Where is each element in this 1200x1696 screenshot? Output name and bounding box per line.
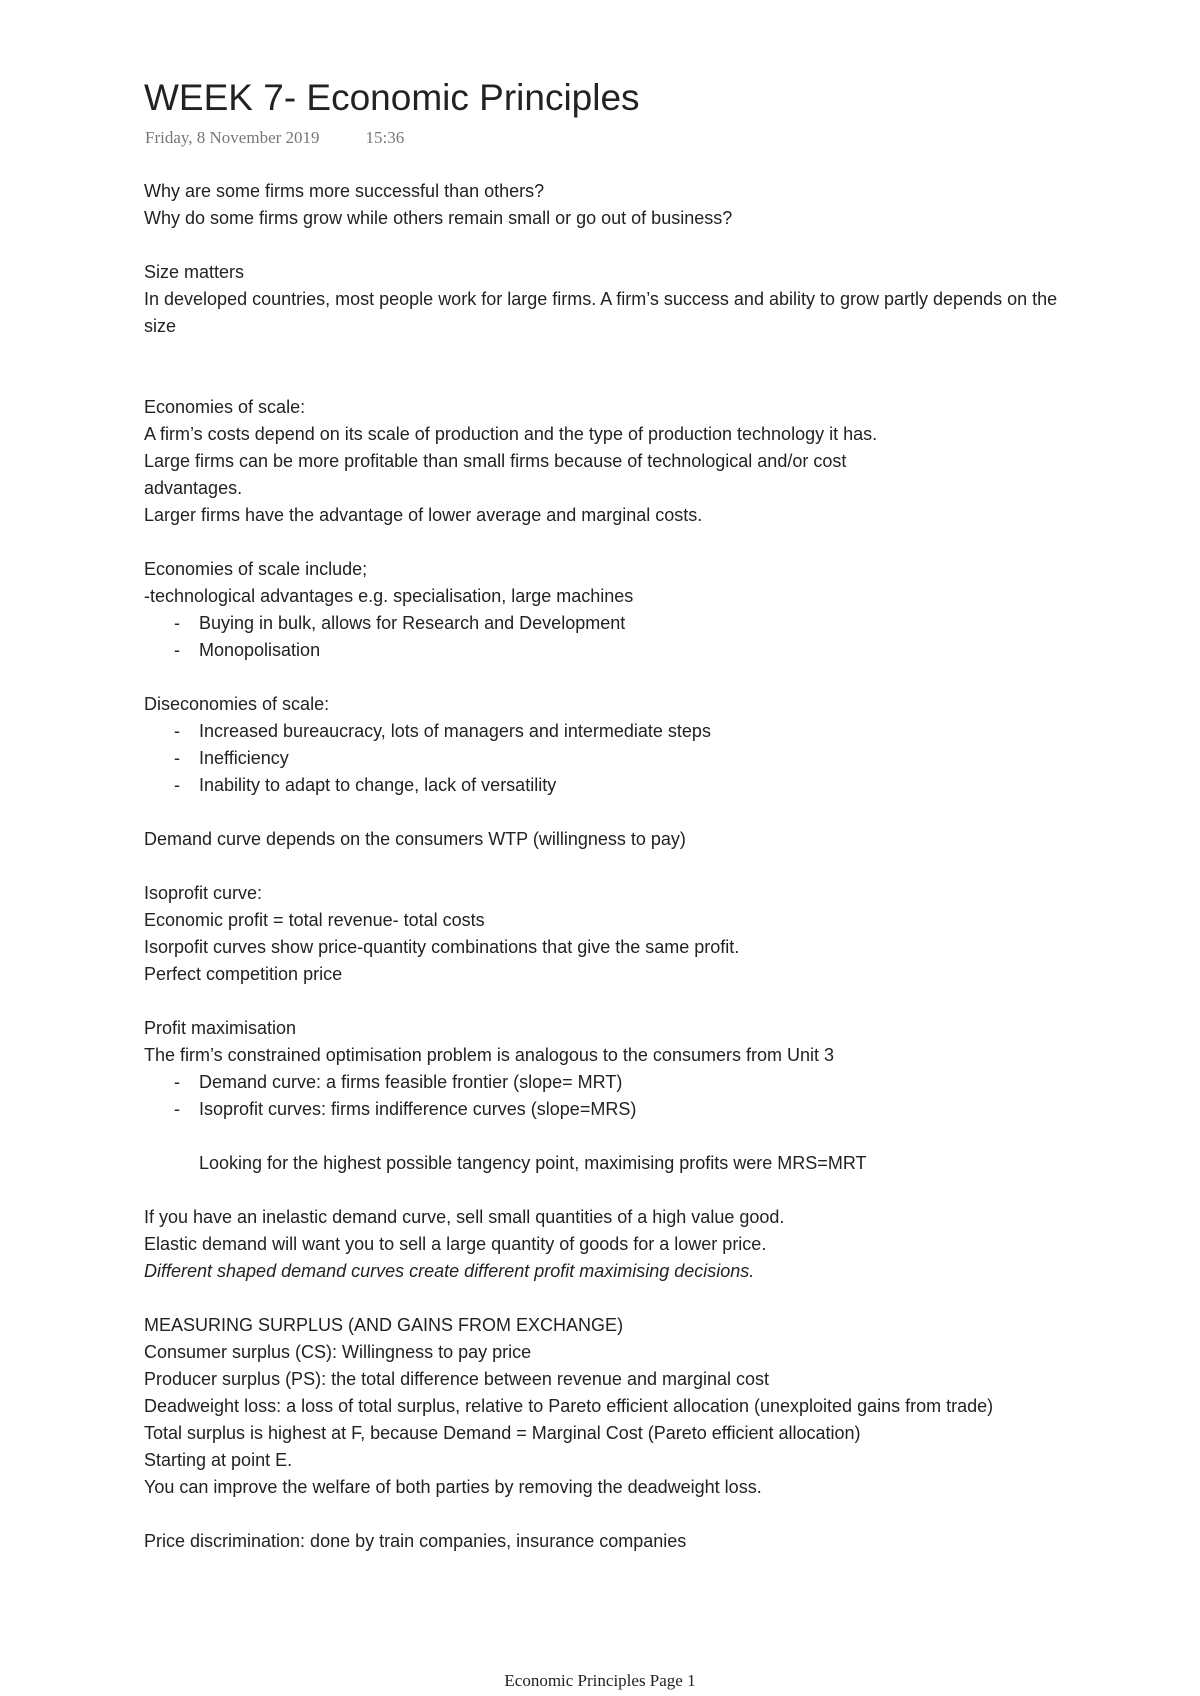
list-item: [144, 718, 1084, 745]
section-heading: Economies of scale include;: [144, 559, 368, 579]
section-heading: Diseconomies of scale:: [144, 694, 330, 714]
text-line: Price discrimination: done by train companies, insurance companies: [144, 1531, 687, 1551]
list-item: [144, 637, 1084, 664]
section-heading: Isoprofit curve:: [144, 883, 263, 903]
page-footer: Economic Principles Page 1: [504, 1671, 696, 1690]
italic-text-line: Different shaped demand curves create different profit maximising decisions.: [144, 1261, 755, 1281]
list-item-text: Inability to adapt to change, lack of versatility: [199, 775, 557, 795]
section-heading: Profit maximisation: [144, 1018, 297, 1038]
text-line: Perfect competition price: [144, 964, 343, 984]
text-line: Elastic demand will want you to sell a large quantity of goods for a lower price.: [144, 1234, 767, 1254]
text-line: Larger firms have the advantage of lower average and marginal costs.: [144, 505, 703, 525]
note-meta: [145, 128, 404, 148]
list-item-text: Monopolisation: [199, 640, 321, 660]
text-line: Producer surplus (PS): the total difference between revenue and marginal cost: [144, 1369, 770, 1389]
page-title: WEEK 7- Economic Principles: [144, 77, 640, 118]
section-heading: Economies of scale:: [144, 397, 306, 417]
list-item-text: Increased bureaucracy, lots of managers and intermediate steps: [199, 721, 711, 741]
bullet-dash: -: [174, 748, 180, 768]
text-line: If you have an inelastic demand curve, sell small quantities of a high value good.: [144, 1207, 785, 1227]
list-item: [144, 610, 1084, 637]
section-heading: Size matters: [144, 262, 245, 282]
section-heading: MEASURING SURPLUS (AND GAINS FROM EXCHANGE): [144, 1315, 624, 1335]
text-line: Demand curve depends on the consumers WTP (willingness to pay): [144, 829, 686, 849]
list-item: [144, 1096, 1084, 1123]
text-line: Why do some firms grow while others remain small or go out of business?: [144, 208, 733, 228]
list-item-text: Buying in bulk, allows for Research and Development: [199, 613, 626, 633]
text-line: Consumer surplus (CS): Willingness to pay price: [144, 1342, 532, 1362]
text-line: You can improve the welfare of both parties by removing the deadweight loss.: [144, 1477, 762, 1497]
note-time: 15:36: [365, 128, 405, 147]
note-body: [144, 178, 1084, 1555]
list-item: [144, 772, 1084, 799]
text-line: Deadweight loss: a loss of total surplus, relative to Pareto efficient allocation (unexploited gains from trade): [144, 1396, 994, 1416]
text-line: Starting at point E.: [144, 1450, 293, 1470]
text-line: The firm’s constrained optimisation problem is analogous to the consumers from Unit 3: [144, 1045, 834, 1065]
text-line: Large firms can be more profitable than small firms because of technological and/or cost advantages.: [144, 451, 847, 498]
list-item-text: Demand curve: a firms feasible frontier (slope= MRT): [199, 1072, 623, 1092]
text-line: A firm’s costs depend on its scale of production and the type of production technology it has.: [144, 424, 878, 444]
bullet-dash: -: [174, 1099, 180, 1119]
list-item-text: Isoprofit curves: firms indifference curves (slope=MRS): [199, 1099, 637, 1119]
list-item: [144, 745, 1084, 772]
text-line: Why are some firms more successful than others?: [144, 181, 545, 201]
bullet-dash: -: [174, 640, 180, 660]
bullet-dash: -: [174, 613, 180, 633]
indented-text: Looking for the highest possible tangency point, maximising profits were MRS=MRT: [199, 1153, 867, 1173]
bullet-dash: -: [174, 1072, 180, 1092]
text-line: Isorpofit curves show price-quantity combinations that give the same profit.: [144, 937, 740, 957]
text-line: Total surplus is highest at F, because Demand = Marginal Cost (Pareto efficient allocation): [144, 1423, 861, 1443]
list-item-text: Inefficiency: [199, 748, 289, 768]
text-line: -technological advantages e.g. specialisation, large machines: [144, 586, 634, 606]
text-line: Economic profit = total revenue- total costs: [144, 910, 485, 930]
text-line: In developed countries, most people work for large firms. A firm’s success and ability to grow partly depends on the size: [144, 289, 1058, 336]
bullet-dash: -: [174, 721, 180, 741]
list-item: [144, 1069, 1084, 1096]
note-date: Friday, 8 November 2019: [145, 128, 320, 147]
bullet-dash: -: [174, 775, 180, 795]
